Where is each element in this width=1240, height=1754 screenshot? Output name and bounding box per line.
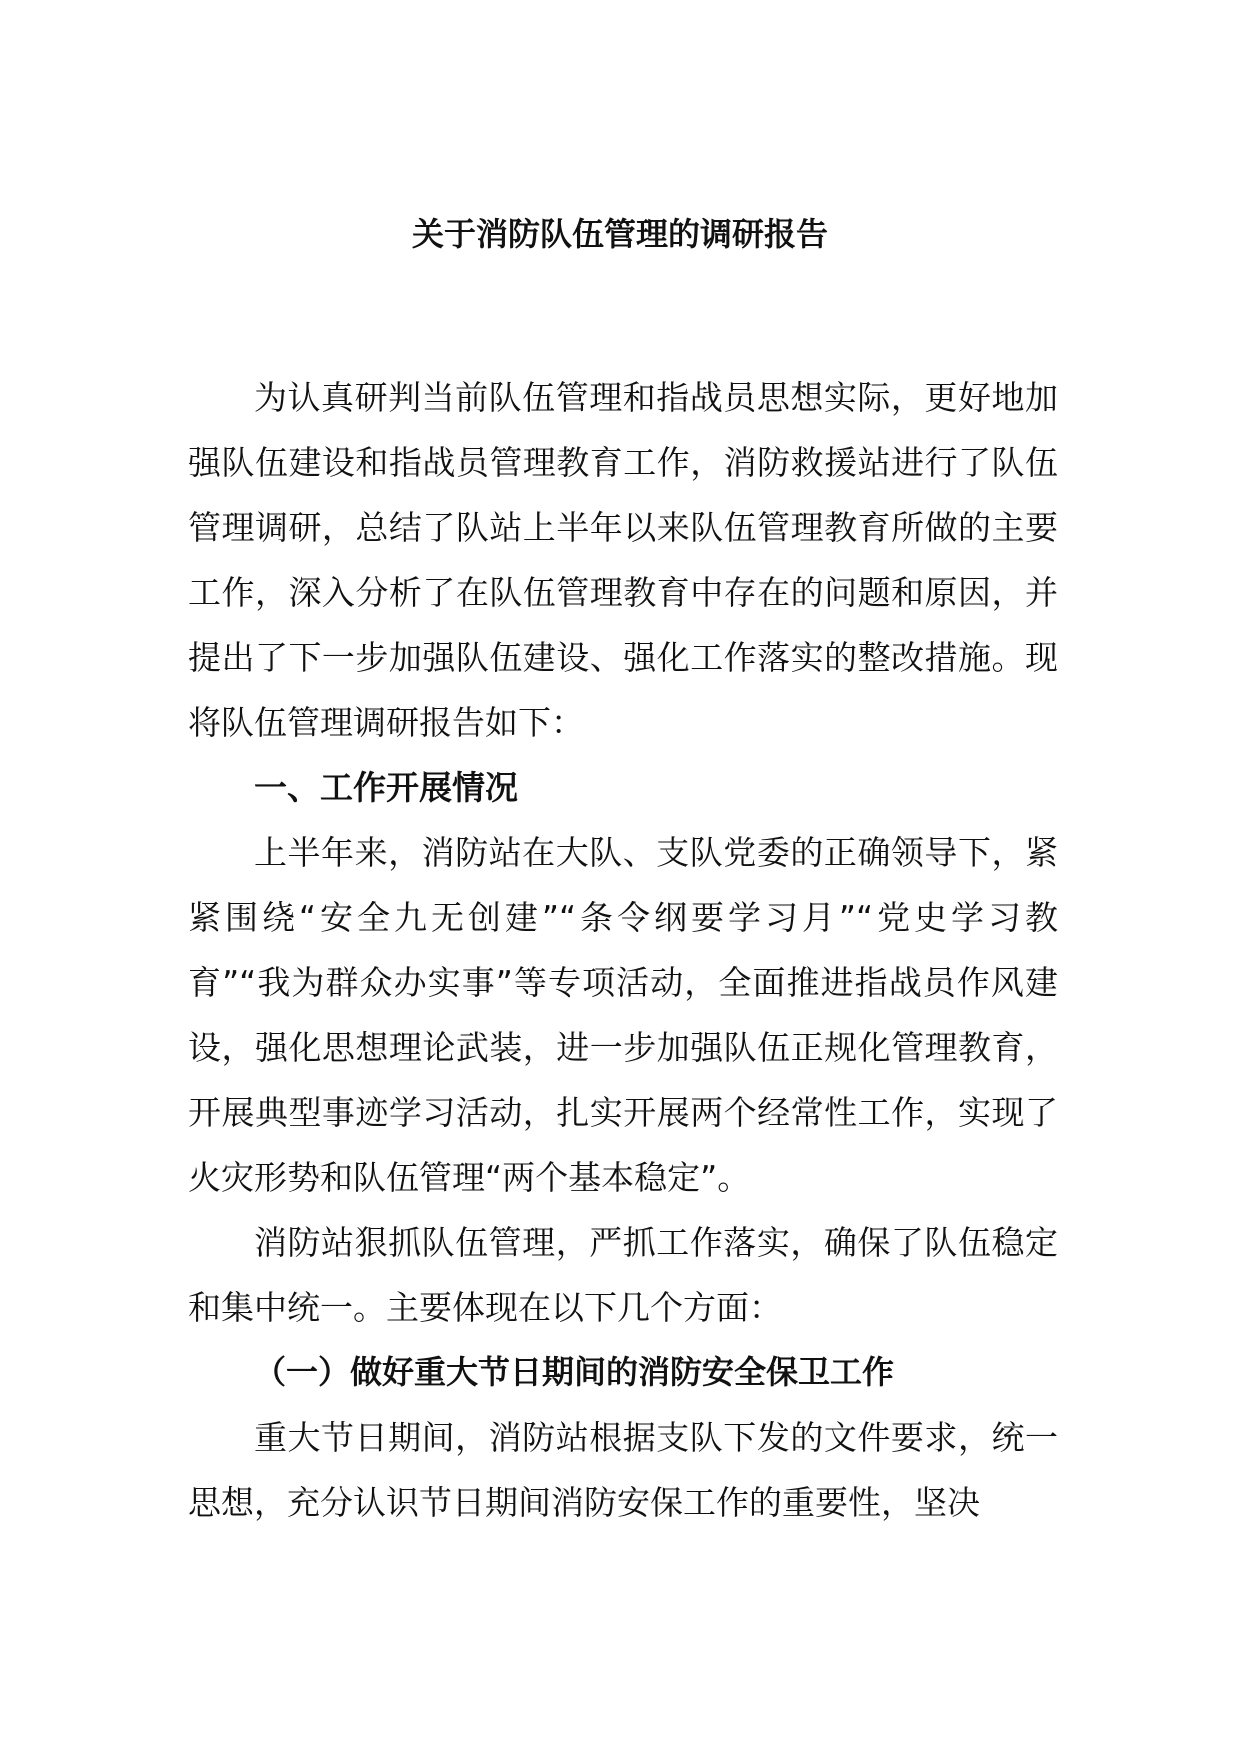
section1-paragraph-1: 上半年来，消防站在大队、支队党委的正确领导下，紧紧围绕“安全九无创建”“条令纲要学习月”“党史学习教育”“我为群众办实事”等专项活动，全面推进指战员作风建设，强化思想理论武装，进一步加强队伍正规化管理教育，开展典型事迹学习活动，扎实开展两个经常性工作，实现了火灾形势和队伍管理“两个基本稳定”。 — [188, 833, 1058, 1197]
subsection1-paragraph-1: 重大节日期间，消防站根据支队下发的文件要求，统一思想，充分认识节日期间消防安保工作的重要性，坚决 — [188, 1418, 1058, 1522]
document-body — [188, 365, 1058, 1535]
subsection-heading-holiday-security: （一）做好重大节日期间的消防安全保卫工作 — [254, 1353, 895, 1391]
document-title: 关于消防队伍管理的调研报告 — [411, 215, 828, 253]
section1-paragraph-2: 消防站狠抓队伍管理，严抓工作落实，确保了队伍稳定和集中统一。主要体现在以下几个方面： — [188, 1223, 1058, 1327]
intro-paragraph: 为认真研判当前队伍管理和指战员思想实际，更好地加强队伍建设和指战员管理教育工作，消防救援站进行了队伍管理调研，总结了队站上半年以来队伍管理教育所做的主要工作，深入分析了在队伍管理教育中存在的问题和原因，并提出了下一步加强队伍建设、强化工作落实的整改措施。现将队伍管理调研报告如下： — [188, 378, 1058, 742]
section-heading-work-status: 一、工作开展情况 — [254, 768, 518, 807]
